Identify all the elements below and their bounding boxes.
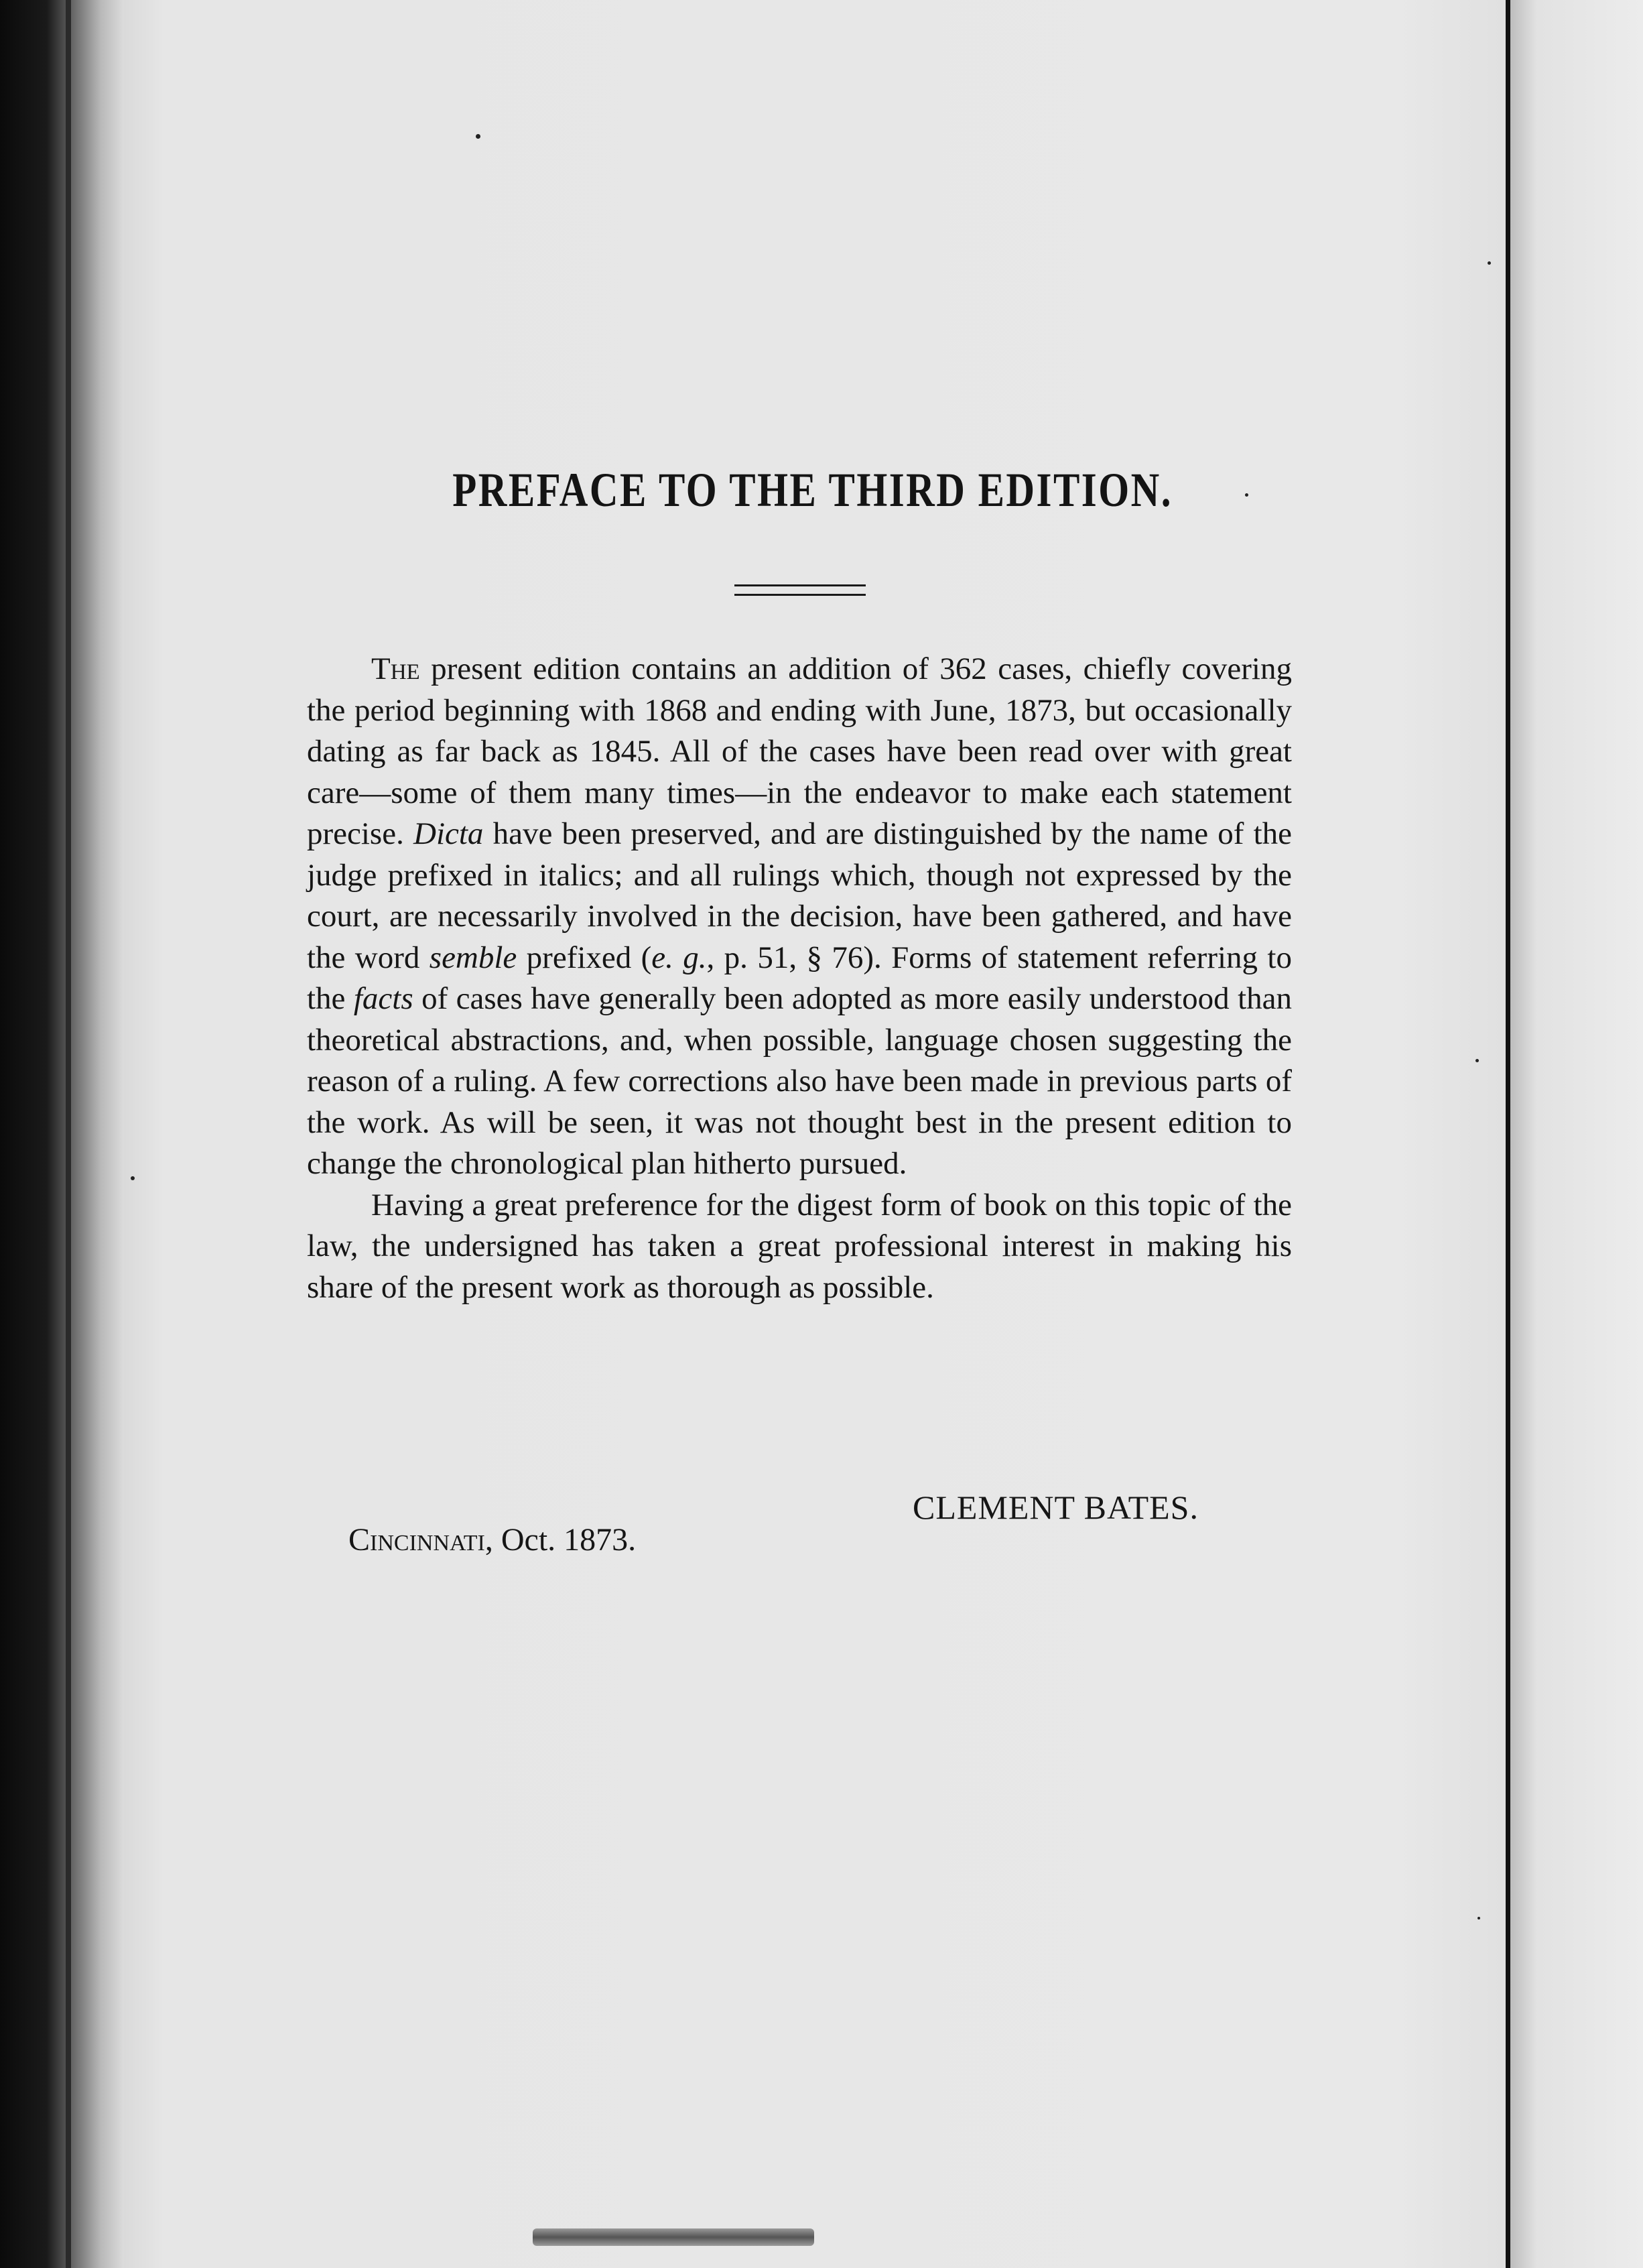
- text-segment: prefixed (: [517, 940, 652, 975]
- text-segment: have been preserved, and are distinguished by the name of the judge prefixed in italics; and all rulings which, though not expressed by the court, are necessarily involved in the decision, have been gathered, and have the word: [307, 816, 1292, 975]
- author-signature: CLEMENT BATES.: [913, 1489, 1199, 1526]
- paragraph-2: Having a great preference for the digest form of book on this topic of the law, the undersigned has taken a great professional interest in making his share of the present work as thorough as possible.: [307, 1187, 1292, 1305]
- text-segment-italic: semble: [429, 940, 517, 975]
- place-and-date: [348, 1521, 636, 1558]
- print-speck: [1477, 1917, 1480, 1919]
- text-segment-italic: Dicta: [413, 816, 484, 851]
- print-speck: [1245, 493, 1248, 497]
- print-speck: [1488, 261, 1491, 265]
- scan-artifact: [533, 2228, 814, 2246]
- text-segment-italic: facts: [353, 981, 413, 1016]
- print-speck: [1475, 1059, 1479, 1062]
- text-segment-italic: e. g.: [651, 940, 707, 975]
- binding-shadow-line: [66, 0, 71, 2268]
- paragraph-1: [307, 649, 1292, 1185]
- preface-body: [307, 649, 1292, 1308]
- text-segment: present edition contains an addition of 362 cases, chiefly covering the period beginning with 1868 and ending with June, 1873, but occasionally dating as far back as 1845. All of the cases have been read over with great care—some of them many times—in the endeavor to make each statement precise.: [307, 651, 1292, 851]
- print-speck: [131, 1176, 135, 1180]
- print-speck: [476, 134, 480, 139]
- book-binding-edge: [0, 0, 124, 2268]
- text-segment: of cases have generally been adopted as more easily understood than theoretical abstractions, and, when possible, language chosen suggesting the reason of a ruling. A few corrections also have been made in previous parts of the work. As will be seen, it was not thought best in the present edition to change the chronological plan hitherto pursued.: [307, 981, 1292, 1181]
- page-gutter-line: [1506, 0, 1510, 2268]
- lead-word: The: [371, 651, 420, 686]
- text-segment: , p. 51, § 76). Forms of statement referring to the: [307, 940, 1292, 1016]
- adjacent-page-edge: [1510, 0, 1643, 2268]
- place-name: Cincinnati: [348, 1522, 485, 1558]
- page-title: PREFACE TO THE THIRD EDITION.: [452, 463, 1173, 517]
- date-text: , Oct. 1873.: [484, 1522, 637, 1558]
- double-rule-divider: [734, 584, 866, 596]
